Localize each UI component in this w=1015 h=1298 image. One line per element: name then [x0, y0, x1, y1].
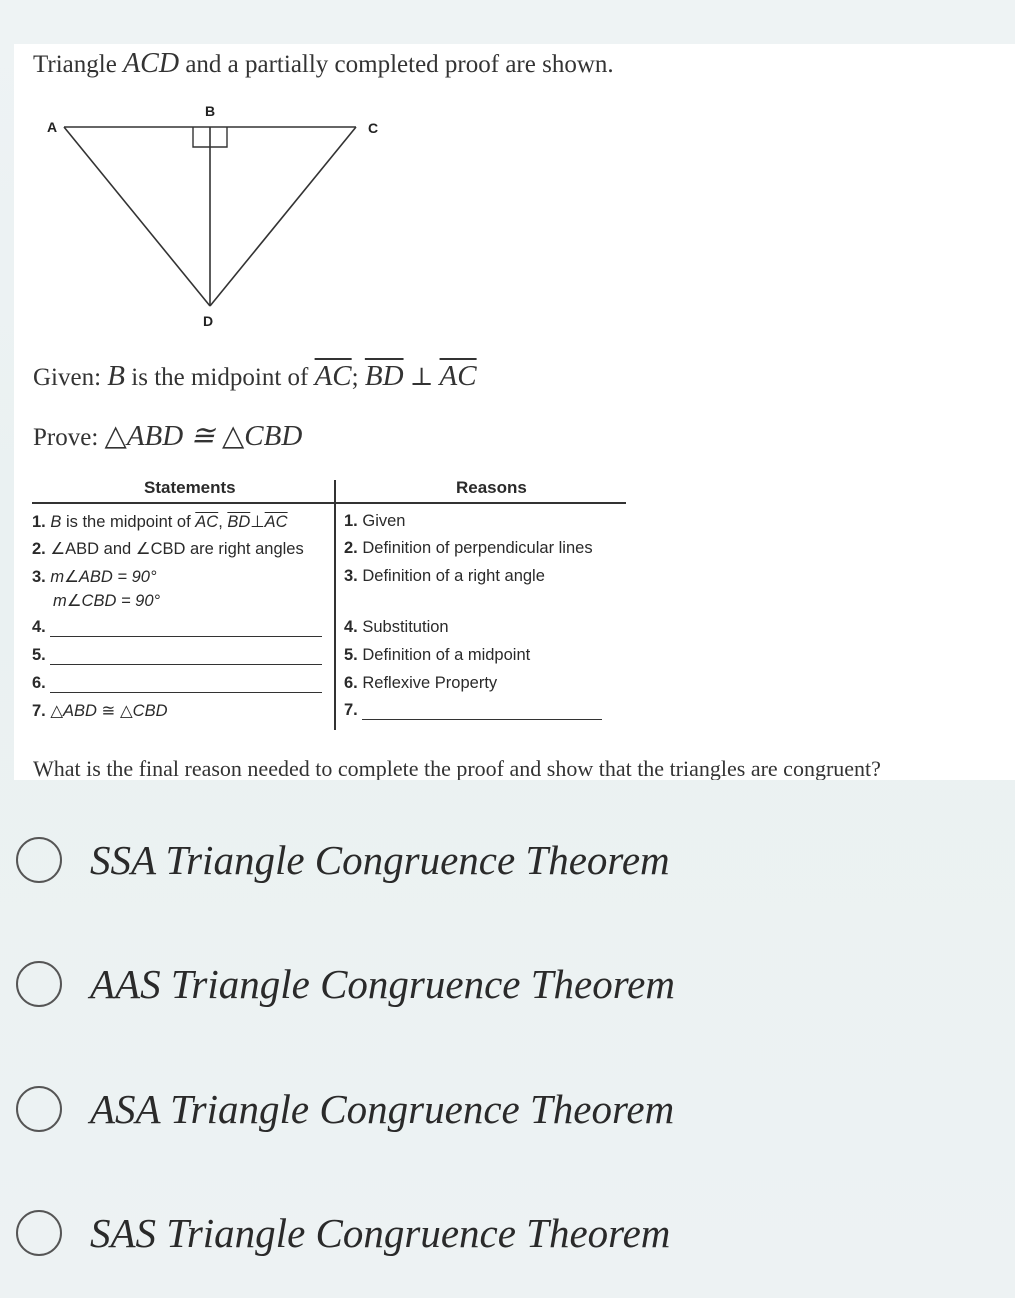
triangle-figure	[28, 100, 388, 330]
reason-7: 7.	[344, 701, 602, 720]
reason-3: 3. Definition of a right angle	[344, 567, 545, 585]
option-ssa[interactable]	[16, 836, 670, 884]
question-text: What is the final reason needed to complete the proof and show that the triangles are congruent?	[33, 756, 881, 780]
statement-3: 3. m∠ABD = 90°	[32, 568, 157, 586]
question-card	[14, 44, 1015, 780]
intro-text: Triangle ACD and a partially completed proof are shown.	[33, 48, 614, 79]
option-label[interactable]: ASA Triangle Congruence Theorem	[90, 1086, 675, 1132]
reason-2: 2. Definition of perpendicular lines	[344, 539, 593, 557]
option-label[interactable]: SSA Triangle Congruence Theorem	[90, 837, 670, 883]
statement-4: 4.	[32, 618, 322, 637]
right-angle-mark-left	[193, 127, 210, 147]
statement-1: 1. B is the midpoint of $\overline{AC}$, $\overline{BD}\perp\overline{AC}$	[32, 513, 288, 531]
label-b: B	[205, 103, 216, 119]
radio-button[interactable]	[16, 1210, 62, 1256]
option-label[interactable]: AAS Triangle Congruence Theorem	[90, 961, 675, 1007]
header-statements: Statements	[144, 478, 236, 497]
segment-ad	[64, 127, 210, 306]
label-d: D	[203, 313, 214, 329]
statement-7: 7. △ABD ≅ △CBD	[32, 702, 168, 720]
radio-button[interactable]	[16, 1086, 62, 1132]
radio-button[interactable]	[16, 837, 62, 883]
statement-2: 2. ∠ABD and ∠CBD are right angles	[32, 540, 304, 558]
statement-3b: m∠CBD = 90°	[53, 592, 161, 610]
reason-4: 4. Substitution	[344, 618, 449, 636]
reason-6: 6. Reflexive Property	[344, 674, 498, 692]
prove-statement: Prove: △ABD ≅ △CBD	[33, 420, 303, 452]
option-sas[interactable]	[16, 1209, 670, 1257]
triangle-name: ACD	[123, 48, 180, 79]
given-statement: Given: B is the midpoint of $\overline{AC}$; $\overline{BD}$ ⊥ $\overline{AC}$	[33, 360, 477, 392]
right-angle-mark-right	[210, 127, 227, 147]
option-asa[interactable]	[16, 1085, 674, 1133]
statement-5: 5.	[32, 646, 322, 665]
header-reasons: Reasons	[456, 478, 527, 497]
option-label[interactable]: SAS Triangle Congruence Theorem	[90, 1210, 671, 1256]
radio-button[interactable]	[16, 961, 62, 1007]
reason-1: 1. Given	[344, 512, 406, 530]
reason-5: 5. Definition of a midpoint	[344, 646, 531, 664]
column-divider	[334, 480, 336, 730]
statement-6: 6.	[32, 674, 322, 693]
option-aas[interactable]	[16, 960, 675, 1008]
header-divider	[32, 502, 626, 504]
label-a: A	[47, 119, 58, 135]
label-c: C	[368, 120, 379, 136]
proof-table	[32, 472, 626, 730]
segment-cd	[210, 127, 356, 306]
